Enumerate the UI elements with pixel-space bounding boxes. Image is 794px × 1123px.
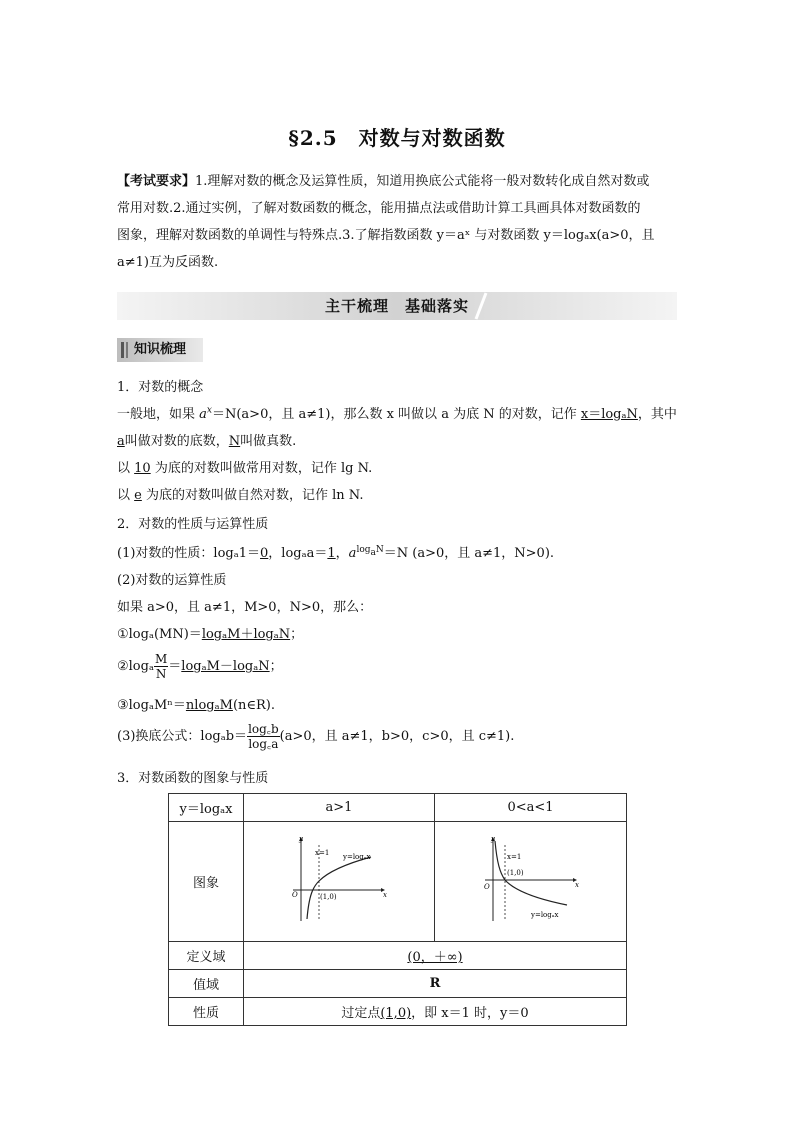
def-b: ＝N(a>0，且 a≠1)，那么数 x 叫做以 a 为底 N 的对数，记作	[211, 407, 581, 422]
header-func: y＝logₐx	[169, 794, 244, 822]
page-title: §2.5 对数与对数函数	[288, 126, 506, 150]
definition-line: 一般地，如果 $a^x=N(a>0$，且 a≠1)，那么数 x 叫做以 a 为底 N 的对数，记作 x＝logₐN，其中	[117, 405, 677, 422]
r2-num: M	[154, 652, 168, 666]
table-row	[169, 822, 627, 942]
requirements-tag: 【考试要求】	[117, 174, 196, 189]
req-line-3: 图象，理解对数函数的单调性与特殊点.3.了解指数函数 y＝aˣ 与对数函数 y＝logₐx(a>0，且	[117, 228, 655, 243]
r2-blank: logₐM－logₐN	[181, 659, 270, 674]
badge-mark-icon-2	[126, 342, 128, 358]
table-row	[169, 998, 627, 1026]
graph-row-label: 图象	[169, 822, 244, 942]
domain-value	[244, 942, 627, 970]
req-line-2: 常用对数.2.通过实例，了解对数函数的概念，能用描点法或借助计算工具画具体对数函数的	[117, 201, 641, 216]
header-a-gt-1: a>1	[244, 794, 435, 822]
g1-pt: (1,0)	[320, 892, 337, 901]
r2-den: N	[155, 667, 167, 681]
r3-blank: nlogₐM	[185, 698, 233, 713]
r3-b: (n∈R).	[232, 698, 275, 713]
r4-b: (a>0，且 a≠1，b>0，c>0，且 c≠1).	[279, 729, 515, 744]
g2-y: y	[490, 834, 495, 843]
r1-b: ；	[290, 627, 304, 642]
log-function-table	[168, 793, 627, 1026]
common-log-line	[117, 457, 372, 476]
section-banner	[117, 292, 677, 320]
r1-a: ①logₐ(MN)＝	[117, 627, 202, 642]
p1-blank-2: 1	[327, 546, 336, 561]
r3-a: ③logₐMⁿ＝	[117, 698, 186, 713]
domain-label: 定义域	[169, 942, 244, 970]
r2-a: ②logₐ	[117, 659, 154, 674]
range-label: 值域	[169, 970, 244, 998]
natural-a: 以	[117, 488, 135, 503]
r2-c: ；	[269, 659, 283, 674]
rule-1	[117, 623, 303, 642]
p1-c: ，	[335, 546, 349, 561]
range-value: R	[244, 970, 627, 998]
g2-curve: y=logₐx	[530, 910, 558, 919]
section2-heading: 2．对数的性质与运算性质	[117, 517, 269, 532]
common-b: 为底的对数叫做常用对数，记作 lg N.	[150, 461, 373, 476]
base-line	[117, 430, 296, 449]
r4-a: (3)换底公式：logₐb＝	[117, 729, 248, 744]
exam-requirements	[117, 168, 677, 276]
true-blank: N	[228, 434, 241, 449]
condition-line: 如果 a>0，且 a≠1，M>0，N>0，那么：	[117, 600, 373, 615]
property-value	[244, 998, 627, 1026]
property-line: (1)对数的性质：logₐ1＝0，logₐa＝1，$a^{log_aN}=N$ (a>0，且 a≠1，N>0).	[117, 544, 555, 561]
req-line-1: 1.理解对数的概念及运算性质，知道用换底公式能将一般对数转化成自然对数或	[195, 174, 650, 189]
table-row	[169, 970, 627, 998]
p1-blank-1: 0	[260, 546, 269, 561]
g1-o: O	[292, 890, 298, 899]
graph-decreasing	[481, 835, 581, 925]
r4-num: log꜀b	[248, 722, 279, 736]
change-of-base	[117, 722, 514, 751]
p1-b: ，logₐa＝	[268, 546, 328, 561]
natural-blank: e	[134, 488, 142, 503]
g1-curve: y=logₐx	[343, 852, 371, 861]
def-a: 一般地，如果	[117, 407, 200, 422]
badge-mark-icon	[121, 342, 124, 358]
graph-increasing	[289, 835, 389, 925]
graph-a-lt-1-cell	[435, 822, 627, 942]
rule-3	[117, 694, 275, 713]
prop-blank: (1,0)	[380, 1006, 412, 1021]
r4-den: log꜀a	[248, 737, 279, 751]
g2-pt: (1,0)	[506, 868, 524, 877]
r2-fraction	[154, 652, 168, 681]
header-a-lt-1: 0<a<1	[435, 794, 627, 822]
knowledge-badge	[117, 338, 203, 362]
g2-o: O	[483, 882, 490, 891]
true-text: 叫做真数.	[240, 434, 297, 449]
common-a: 以	[117, 461, 135, 476]
def-c: ，其中	[637, 407, 677, 422]
operations-heading: (2)对数的运算性质	[117, 573, 227, 588]
prop-b: ，即 x＝1 时，y＝0	[411, 1006, 529, 1021]
section1-heading: 1．对数的概念	[117, 380, 204, 395]
property-label: 性质	[169, 998, 244, 1026]
common-blank: 10	[134, 461, 151, 476]
banner-text: 主干梳理 基础落实	[324, 297, 469, 315]
rule-2	[117, 652, 283, 681]
base-text: 叫做对数的底数，	[124, 434, 229, 449]
g2-x1: x=1	[506, 852, 521, 861]
badge-label: 知识梳理	[134, 342, 187, 357]
section3-heading: 3．对数函数的图象与性质	[117, 771, 269, 786]
g2-x: x	[574, 880, 579, 889]
natural-log-line	[117, 484, 363, 503]
r2-b: ＝	[168, 659, 182, 674]
r4-fraction	[247, 722, 280, 751]
g1-y: y	[299, 834, 303, 843]
domain-blank: (0，＋∞)	[407, 950, 463, 965]
r1-blank: logₐM＋logₐN	[201, 627, 291, 642]
base-blank: a	[117, 434, 125, 449]
p1-d: ＝N (a>0，且 a≠1，N>0).	[383, 546, 555, 561]
graph-a-gt-1-cell	[244, 822, 435, 942]
table-row	[169, 942, 627, 970]
table-row	[169, 794, 627, 822]
req-line-4: a≠1)互为反函数.	[117, 255, 219, 270]
g1-x1: x=1	[315, 848, 330, 857]
prop-a: 过定点	[341, 1006, 381, 1021]
g1-x: x	[383, 890, 387, 899]
p1-a: (1)对数的性质：logₐ1＝	[117, 546, 261, 561]
def-blank: x＝logₐN	[580, 407, 638, 422]
natural-b: 为底的对数叫做自然对数，记作 ln N.	[141, 488, 364, 503]
